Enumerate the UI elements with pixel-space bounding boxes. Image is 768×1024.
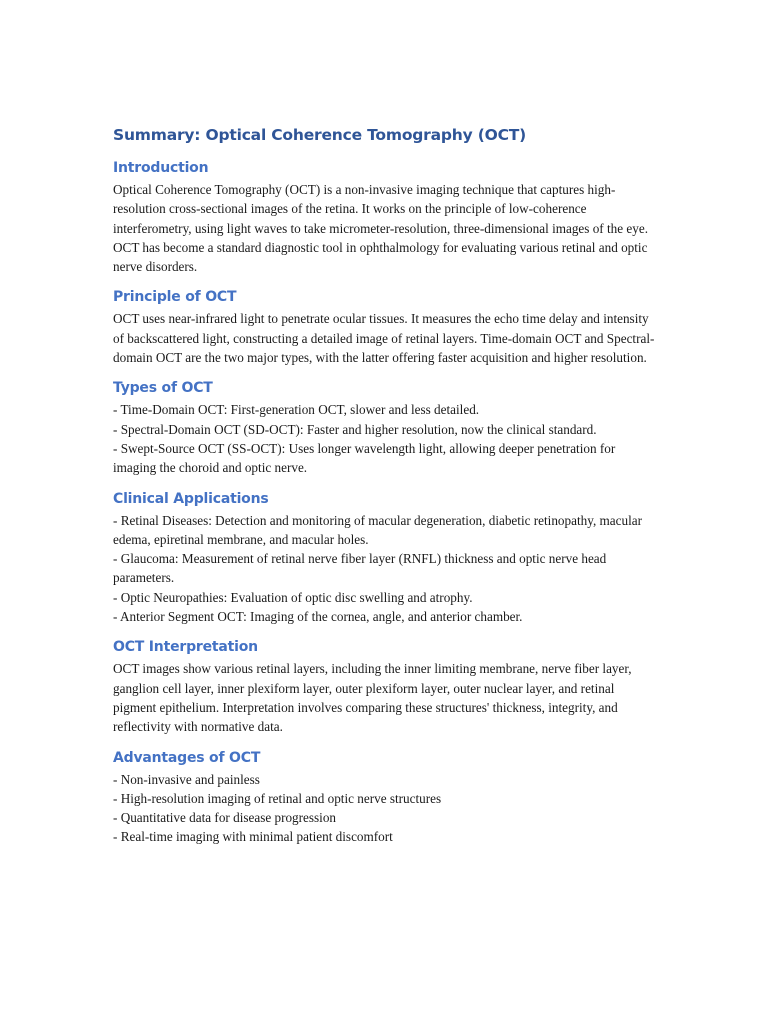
- list-item: - Spectral-Domain OCT (SD-OCT): Faster and higher resolution, now the clinical standard.: [113, 421, 597, 437]
- list-item: - Optic Neuropathies: Evaluation of optic disc swelling and atrophy.: [113, 589, 473, 605]
- section-clinical-applications: [113, 489, 658, 627]
- document-page: [113, 122, 658, 847]
- section-principle: [113, 287, 658, 367]
- section-heading-principle: Principle of OCT: [113, 289, 237, 306]
- list-types: [113, 400, 658, 477]
- section-interpretation: [113, 637, 658, 736]
- list-item: - Anterior Segment OCT: Imaging of the cornea, angle, and anterior chamber.: [113, 609, 523, 625]
- list-clinical-applications: [113, 511, 658, 627]
- list-item: - Glaucoma: Measurement of retinal nerve fiber layer (RNFL) thickness and optic nerve head parameters.: [113, 551, 607, 586]
- list-item: - Time-Domain OCT: First-generation OCT, slower and less detailed.: [113, 402, 480, 418]
- list-item: - High-resolution imaging of retinal and optic nerve structures: [113, 790, 442, 806]
- section-advantages: [113, 748, 658, 847]
- section-types: [113, 378, 658, 477]
- list-item: - Retinal Diseases: Detection and monitoring of macular degeneration, diabetic retinopathy, macular edema, epiretinal membrane, and macular holes.: [113, 512, 643, 547]
- section-introduction: [113, 158, 658, 276]
- paragraph-principle: OCT uses near-infrared light to penetrate ocular tissues. It measures the echo time delay and intensity of backscattered light, constructing a detailed image of retinal layers. Time-domain OCT and Spectral-domain OCT are the two major types, with the latter offering faster acquisition and higher resolution.: [113, 311, 655, 366]
- list-item: - Non-invasive and painless: [113, 771, 260, 787]
- section-heading-clinical-applications: Clinical Applications: [113, 490, 269, 507]
- paragraph-introduction: Optical Coherence Tomography (OCT) is a non-invasive imaging technique that captures high-resolution cross-sectional images of the retina. It works on the principle of low-coherence interferometry, using light waves to take micrometer-resolution, three-dimensional images of the eye. OCT has become a standard diagnostic tool in ophthalmology for evaluating various retinal and optic nerve disorders.: [113, 182, 649, 275]
- list-item: - Swept-Source OCT (SS-OCT): Uses longer wavelength light, allowing deeper penetration for imaging the choroid and optic nerve.: [113, 440, 616, 476]
- paragraph-interpretation: OCT images show various retinal layers, including the inner limiting membrane, nerve fiber layer, ganglion cell layer, inner plexiform layer, outer plexiform layer, outer nuclear layer, and retinal pigment epithelium. Interpretation involves comparing these structures' thickness, integrity, and reflectivity with normative data.: [113, 661, 632, 735]
- section-heading-interpretation: OCT Interpretation: [113, 639, 258, 656]
- section-heading-introduction: Introduction: [113, 160, 209, 176]
- section-heading-advantages: Advantages of OCT: [113, 749, 261, 766]
- section-heading-types: Types of OCT: [113, 380, 213, 397]
- list-item: - Real-time imaging with minimal patient discomfort: [113, 829, 393, 845]
- document-title: Summary: Optical Coherence Tomography (OCT): [113, 126, 526, 144]
- list-item: - Quantitative data for disease progression: [113, 810, 337, 826]
- list-advantages: [113, 770, 658, 847]
